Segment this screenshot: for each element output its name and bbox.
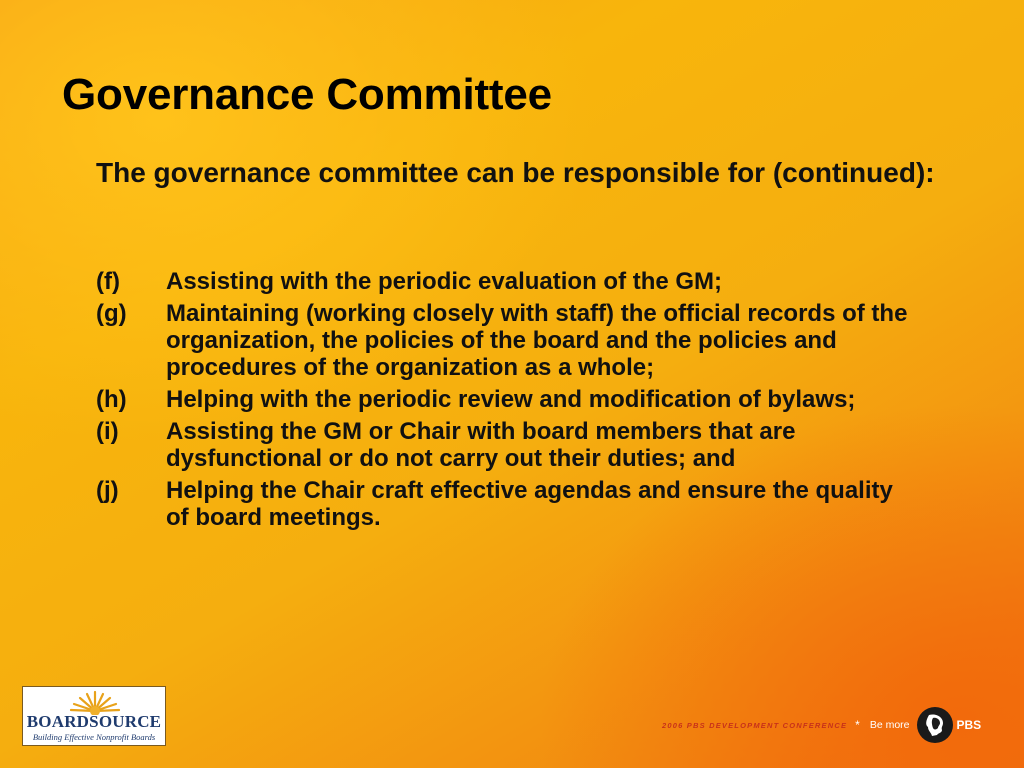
list-item	[96, 418, 916, 472]
list-marker: (i)	[96, 418, 119, 445]
list-item	[96, 268, 916, 295]
list-item	[96, 386, 916, 413]
list-item-text: Assisting the GM or Chair with board members that are dysfunctional or do not carry out their duties; and	[166, 418, 796, 472]
pbs-wordmark: PBS	[956, 718, 982, 732]
logo-tagline: Building Effective Nonprofit Boards	[32, 732, 156, 742]
list-item-text: Helping the Chair craft effective agendas and ensure the quality of board meetings.	[166, 477, 893, 531]
conference-footer	[662, 712, 981, 738]
boardsource-logo	[22, 686, 166, 746]
list-marker: (h)	[96, 386, 127, 413]
conference-label: 2006 PBS DEVELOPMENT CONFERENCE	[662, 720, 848, 730]
list-item-text: Helping with the periodic review and modification of bylaws;	[166, 386, 856, 413]
list-item-text: Maintaining (working closely with staff) the official records of the organization, the policies of the board and the policies and procedures of the organization as a whole;	[166, 300, 908, 381]
intro-text: The governance committee can be responsible for (continued):	[96, 157, 935, 188]
footer-separator: *	[855, 718, 860, 732]
list-item	[96, 477, 916, 531]
responsibility-list	[96, 268, 916, 536]
pbs-head-icon	[916, 706, 954, 744]
be-more-slogan: Be more	[869, 719, 910, 731]
list-item-text: Assisting with the periodic evaluation of the GM;	[166, 268, 723, 295]
list-marker: (j)	[96, 477, 119, 504]
list-marker: (g)	[96, 300, 127, 327]
slide-title: Governance Committee	[62, 70, 552, 119]
list-marker: (f)	[96, 268, 120, 295]
logo-name: BOARDSOURCE	[26, 712, 162, 731]
list-item	[96, 300, 916, 381]
